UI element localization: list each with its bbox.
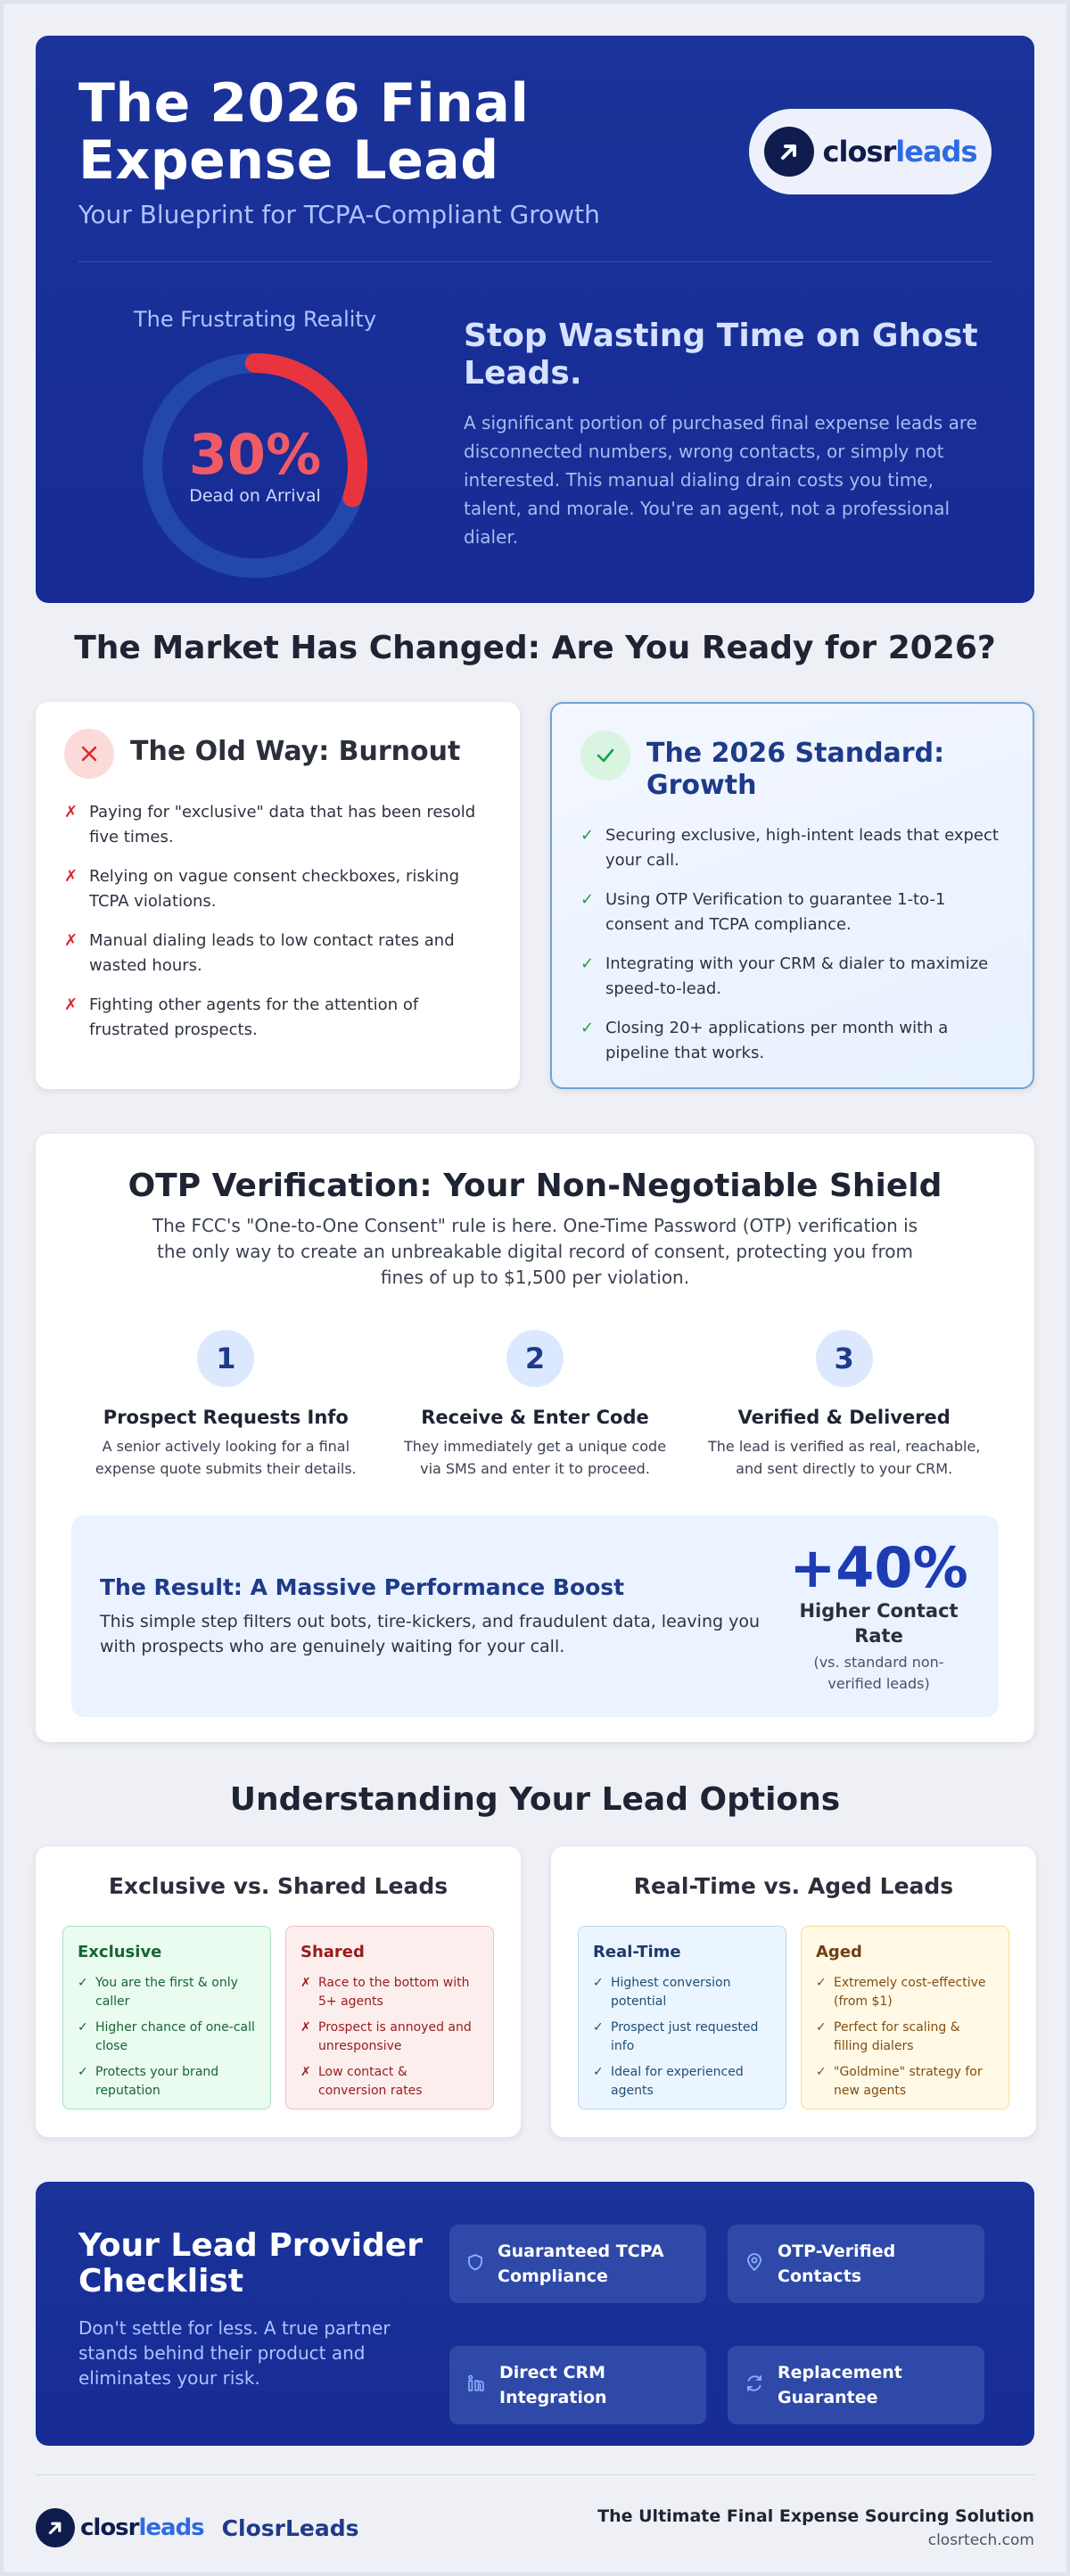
market-title: The Market Has Changed: Are You Ready for 2026? <box>74 630 996 666</box>
box-title: Shared <box>300 1943 365 1961</box>
box-title: Real-Time <box>593 1943 681 1961</box>
logo-wordmark: closrleads <box>822 135 977 169</box>
opt-card-title: Real-Time vs. Aged Leads <box>633 1873 954 1899</box>
box-title: Exclusive <box>78 1943 162 1961</box>
hero-section <box>36 36 1034 603</box>
checklist-item-label: Replacement Guarantee <box>778 2363 902 2407</box>
footer-url[interactable]: closrtech.com <box>927 2531 1034 2549</box>
new-standard-title: The 2026 Standard: Growth <box>646 738 945 801</box>
otp-step <box>381 1330 690 1480</box>
list-item: ✗ Fighting other agents for the attention of frustrated prospects. <box>64 995 419 1039</box>
realtime-vs-aged-card <box>551 1846 1036 2137</box>
step-desc: They immediately get a unique code via SMS and enter it to proceed. <box>403 1438 667 1477</box>
list-item: ✓ Highest conversion potential <box>593 1976 731 2009</box>
step-title: Verified & Delivered <box>737 1407 951 1428</box>
hero-divider <box>78 261 992 262</box>
reality-panel <box>78 307 432 580</box>
checklist-item <box>449 2225 706 2303</box>
box-title: Aged <box>816 1943 862 1961</box>
list-item: ✓ Higher chance of one-call close <box>78 2020 255 2053</box>
step-number: 2 <box>506 1330 564 1387</box>
list-item: ✓ Perfect for scaling & filling dialers <box>816 2020 960 2053</box>
list-item: ✗ Relying on vague consent checkboxes, risking TCPA violations. <box>64 867 460 911</box>
old-way-card <box>36 702 520 1089</box>
stop-body: A significant portion of purchased final expense leads are disconnected numbers, wrong contacts, or simply not interested. This manual dialing drain costs you time, talent, and morale. You're an agent, not a professional dialer. <box>464 412 977 548</box>
checklist-item <box>728 2225 984 2303</box>
step-title: Receive & Enter Code <box>421 1407 649 1428</box>
donut-percent: 30% <box>188 422 322 487</box>
stat-note: (vs. standard non-verified leads) <box>813 1654 944 1692</box>
old-way-title: The Old Way: Burnout <box>130 736 461 767</box>
checklist-grid <box>449 2225 984 2446</box>
checklist-item <box>728 2346 984 2424</box>
exclusive-box <box>62 1926 271 2110</box>
realtime-box <box>578 1926 786 2110</box>
contact-rate-stat <box>787 1535 970 1695</box>
list-item: ✓ Closing 20+ applications per month with a pipeline that works. <box>580 1019 949 1062</box>
exclusive-vs-shared-card <box>36 1846 521 2137</box>
hero-title: The 2026 Final Expense Lead <box>78 72 530 192</box>
arrow-up-right-icon <box>764 127 814 177</box>
otp-step <box>71 1330 381 1480</box>
checklist-section <box>36 2182 1034 2446</box>
hero-subtitle: Your Blueprint for TCPA-Compliant Growth <box>78 200 600 229</box>
aged-box <box>801 1926 1009 2110</box>
footer-tagline: The Ultimate Final Expense Sourcing Solution <box>597 2506 1034 2526</box>
otp-section <box>36 1134 1034 1742</box>
stop-title: Stop Wasting Time on Ghost Leads. <box>464 318 978 392</box>
options-title: Understanding Your Lead Options <box>229 1781 841 1818</box>
old-way-list <box>64 800 491 1043</box>
list-item: ✓ Extremely cost-effective (from $1) <box>816 1976 986 2009</box>
step-number: 1 <box>197 1330 254 1387</box>
footer-brand: ClosrLeads <box>221 2514 359 2541</box>
market-comparison <box>36 702 1034 1089</box>
x-icon <box>64 729 114 779</box>
checklist-item <box>449 2346 706 2424</box>
linkedin-icon <box>465 2373 487 2398</box>
otp-step <box>689 1330 999 1480</box>
list-item: ✗ Paying for "exclusive" data that has been resold five times. <box>64 803 476 846</box>
result-title: The Result: A Massive Performance Boost <box>100 1573 625 1600</box>
step-number: 3 <box>816 1330 873 1387</box>
dead-on-arrival-donut <box>141 351 369 580</box>
shared-box <box>285 1926 494 2110</box>
hero-logo <box>749 109 992 194</box>
checklist-title: Your Lead Provider Checklist <box>78 2227 423 2299</box>
shield-icon <box>465 2252 485 2275</box>
list-item: ✓ Ideal for experienced agents <box>593 2065 744 2098</box>
list-item: ✓ "Goldmine" strategy for new agents <box>816 2065 983 2098</box>
step-title: Prospect Requests Info <box>103 1407 349 1428</box>
stat-number: +40% <box>789 1535 968 1600</box>
list-item: ✗ Manual dialing leads to low contact rates and wasted hours. <box>64 931 455 975</box>
stop-wasting-panel <box>464 307 990 580</box>
result-panel <box>71 1515 999 1717</box>
list-item: ✓ Protects your brand reputation <box>78 2065 219 2098</box>
otp-intro: The FCC's "One-to-One Consent" rule is here. One-Time Password (OTP) verification is the only way to create an unbreakable digital record of consent, protecting you from fines of up to $1,500 per violation. <box>152 1215 918 1288</box>
otp-title: OTP Verification: Your Non-Negotiable Shield <box>128 1168 942 1204</box>
refresh-icon <box>744 2373 765 2398</box>
arrow-up-right-icon <box>36 2508 75 2547</box>
list-item: ✗ Low contact & conversion rates <box>300 2065 423 2098</box>
checklist-item-label: Direct CRM Integration <box>499 2363 607 2407</box>
checklist-item-label: Guaranteed TCPA Compliance <box>498 2242 664 2286</box>
step-desc: A senior actively looking for a final expense quote submits their details. <box>95 1438 357 1477</box>
check-icon <box>580 731 630 780</box>
list-item: ✗ Prospect is annoyed and unresponsive <box>300 2020 472 2053</box>
lead-options <box>36 1846 1034 2137</box>
logo-wordmark: closrleads <box>80 2514 204 2541</box>
checklist-body: Don't settle for less. A true partner stands behind their product and eliminates your risk. <box>78 2317 391 2389</box>
reality-label: The Frustrating Reality <box>133 307 377 332</box>
list-item: ✓ You are the first & only caller <box>78 1976 238 2009</box>
opt-card-title: Exclusive vs. Shared Leads <box>108 1873 449 1899</box>
otp-steps <box>71 1330 999 1480</box>
step-desc: The lead is verified as real, reachable, and sent directly to your CRM. <box>707 1438 981 1477</box>
location-pin-icon <box>744 2251 765 2276</box>
footer <box>36 2475 1034 2576</box>
stat-label: Higher Contact Rate <box>799 1600 959 1647</box>
new-standard-card <box>550 702 1034 1089</box>
list-item: ✓ Securing exclusive, high-intent leads that expect your call. <box>580 826 999 870</box>
list-item: ✗ Race to the bottom with 5+ agents <box>300 1976 470 2009</box>
new-standard-list <box>580 823 1004 1066</box>
footer-logo <box>36 2508 204 2547</box>
list-item: ✓ Integrating with your CRM & dialer to maximize speed-to-lead. <box>580 954 989 998</box>
donut-caption: Dead on Arrival <box>189 486 321 506</box>
result-body: This simple step filters out bots, tire-kickers, and fraudulent data, leaving you with prospects who are genuinely waiting for your call. <box>100 1611 760 1656</box>
checklist-item-label: OTP-Verified Contacts <box>778 2242 896 2286</box>
list-item: ✓ Prospect just requested info <box>593 2020 759 2053</box>
list-item: ✓ Using OTP Verification to guarantee 1-to-1 consent and TCPA compliance. <box>580 890 946 934</box>
